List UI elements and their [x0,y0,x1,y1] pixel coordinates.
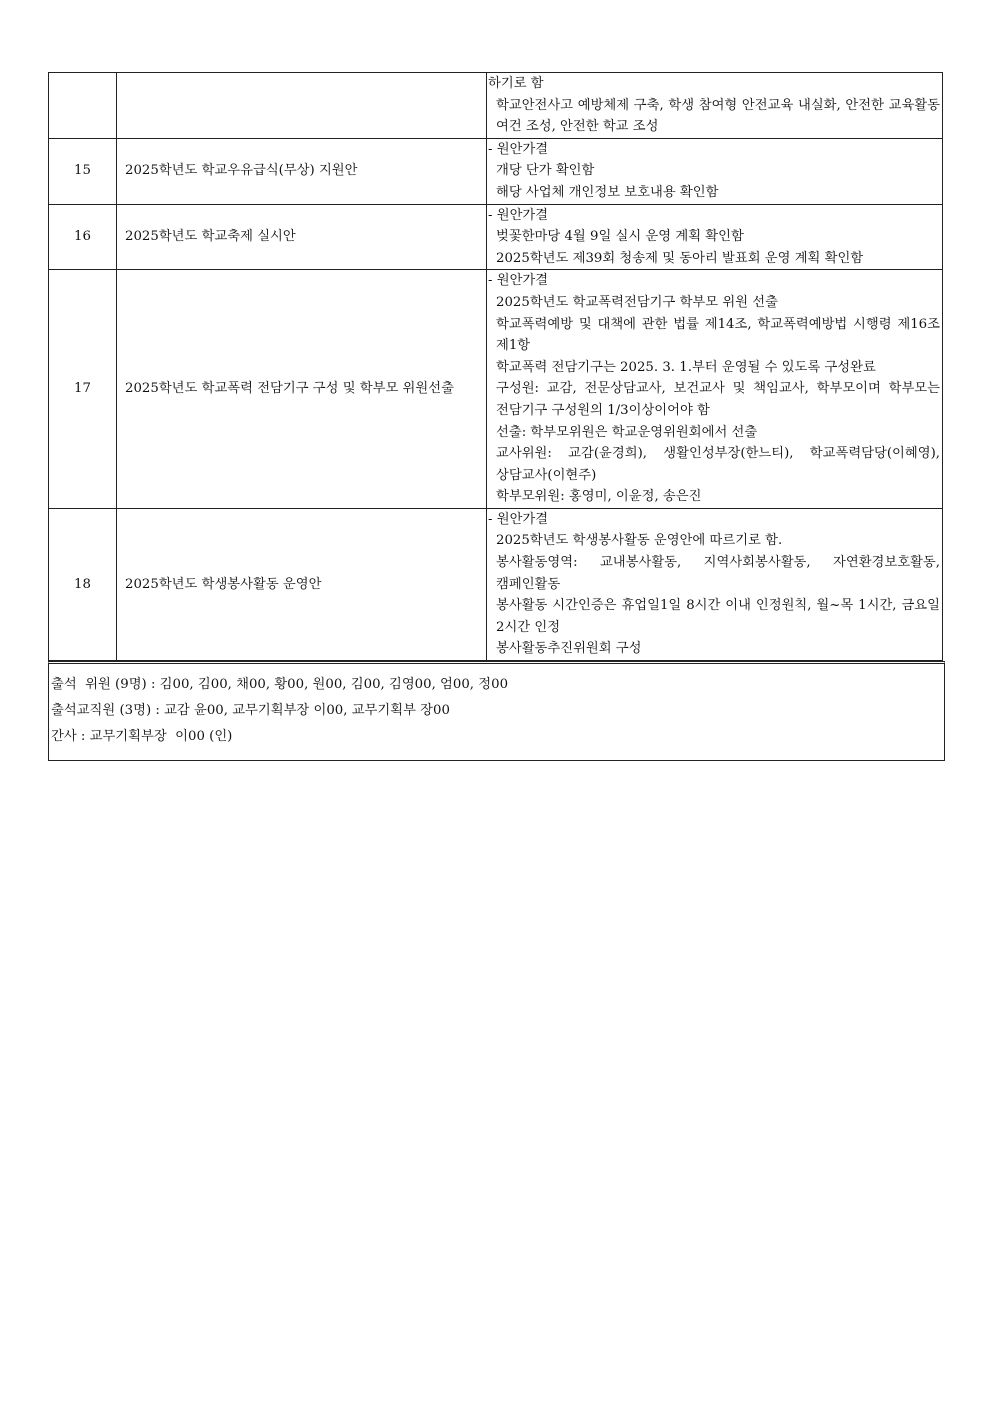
agenda-number: 16 [49,204,117,270]
agenda-table-body [49,73,943,661]
agenda-title: 2025학년도 학교폭력 전담기구 구성 및 학부모 위원선출 [117,270,487,509]
result-line: 봉사활동추진위원회 구성 [496,641,642,657]
attendance-secretary: 간사 : 교무기획부장 이00 (인) [51,729,233,745]
result-line: 벚꽃한마당 4월 9일 실시 운영 계획 확인함 [496,229,744,245]
attendance-staff: 출석교직원 (3명) : 교감 윤00, 교무기획부장 이00, 교무기획부 장00 [51,703,450,719]
agenda-row [49,204,943,270]
result-line: 2025학년도 학생봉사활동 운영안에 따르기로 함. [496,533,783,549]
agenda-result [487,204,943,270]
result-line: 학교폭력 전담기구는 2025. 3. 1.부터 운영될 수 있도록 구성완료 [496,359,876,375]
attendance-box [48,661,945,761]
minutes-document [48,72,943,761]
agenda-result [487,508,943,660]
result-line: 선출: 학부모위원은 학교운영위원회에서 선출 [496,424,758,440]
agenda-number [49,73,117,139]
result-line: 구성원: 교감, 전문상담교사, 보건교사 및 책임교사, 학부모이며 학부모는 전담기구 구성원의 1/3이상이어야 함 [496,381,940,418]
result-line: 2025학년도 학교폭력전담기구 학부모 위원 선출 [496,294,778,310]
result-line: - 원안가결 [488,141,549,157]
result-line: 학교폭력예방 및 대책에 관한 법률 제14조, 학교폭력예방법 시행령 제16조 제1항 [496,316,940,354]
agenda-title: 2025학년도 학생봉사활동 운영안 [117,508,487,660]
agenda-row [49,73,943,139]
agenda-title: 2025학년도 학교축제 실시안 [117,204,487,270]
agenda-title [117,73,487,139]
attendance-members: 출석 위원 (9명) : 김00, 김00, 채00, 황00, 원00, 김00, 김영00, 엄00, 정00 [51,677,509,693]
result-line: 개당 단가 확인함 [496,163,595,179]
agenda-row [49,270,943,509]
agenda-row [49,138,943,204]
result-line: - 원안가결 [488,511,549,527]
agenda-row [49,508,943,660]
agenda-number: 15 [49,138,117,204]
result-line: 봉사활동 시간인증은 휴업일1일 8시간 이내 인정원칙, 월~목 1시간, 금요일 2시간 인정 [496,598,940,635]
result-line: 봉사활동영역: 교내봉사활동, 지역사회봉사활동, 자연환경보호활동, 캠페인활동 [496,555,940,592]
agenda-result [487,73,943,139]
agenda-table [48,72,943,661]
result-line: 학교안전사고 예방체제 구축, 학생 참여형 안전교육 내실화, 안전한 교육활동 여건 조성, 안전한 학교 조성 [496,97,940,135]
agenda-title: 2025학년도 학교우유급식(무상) 지원안 [117,138,487,204]
result-line: 학부모위원: 홍영미, 이윤정, 송은진 [496,489,702,505]
agenda-number: 17 [49,270,117,509]
result-line: - 원안가결 [488,207,549,223]
result-line: 교사위원: 교감(윤경희), 생활인성부장(한느티), 학교폭력담당(이혜영), 상담교사(이현주) [496,446,940,483]
agenda-number: 18 [49,508,117,660]
result-line: 하기로 함 [488,76,544,91]
result-line: 2025학년도 제39회 청송제 및 동아리 발표회 운영 계획 확인함 [496,250,864,266]
agenda-result [487,138,943,204]
result-line: 해당 사업체 개인정보 보호내용 확인함 [496,184,719,200]
agenda-result [487,270,943,509]
result-line: - 원안가결 [488,273,549,289]
